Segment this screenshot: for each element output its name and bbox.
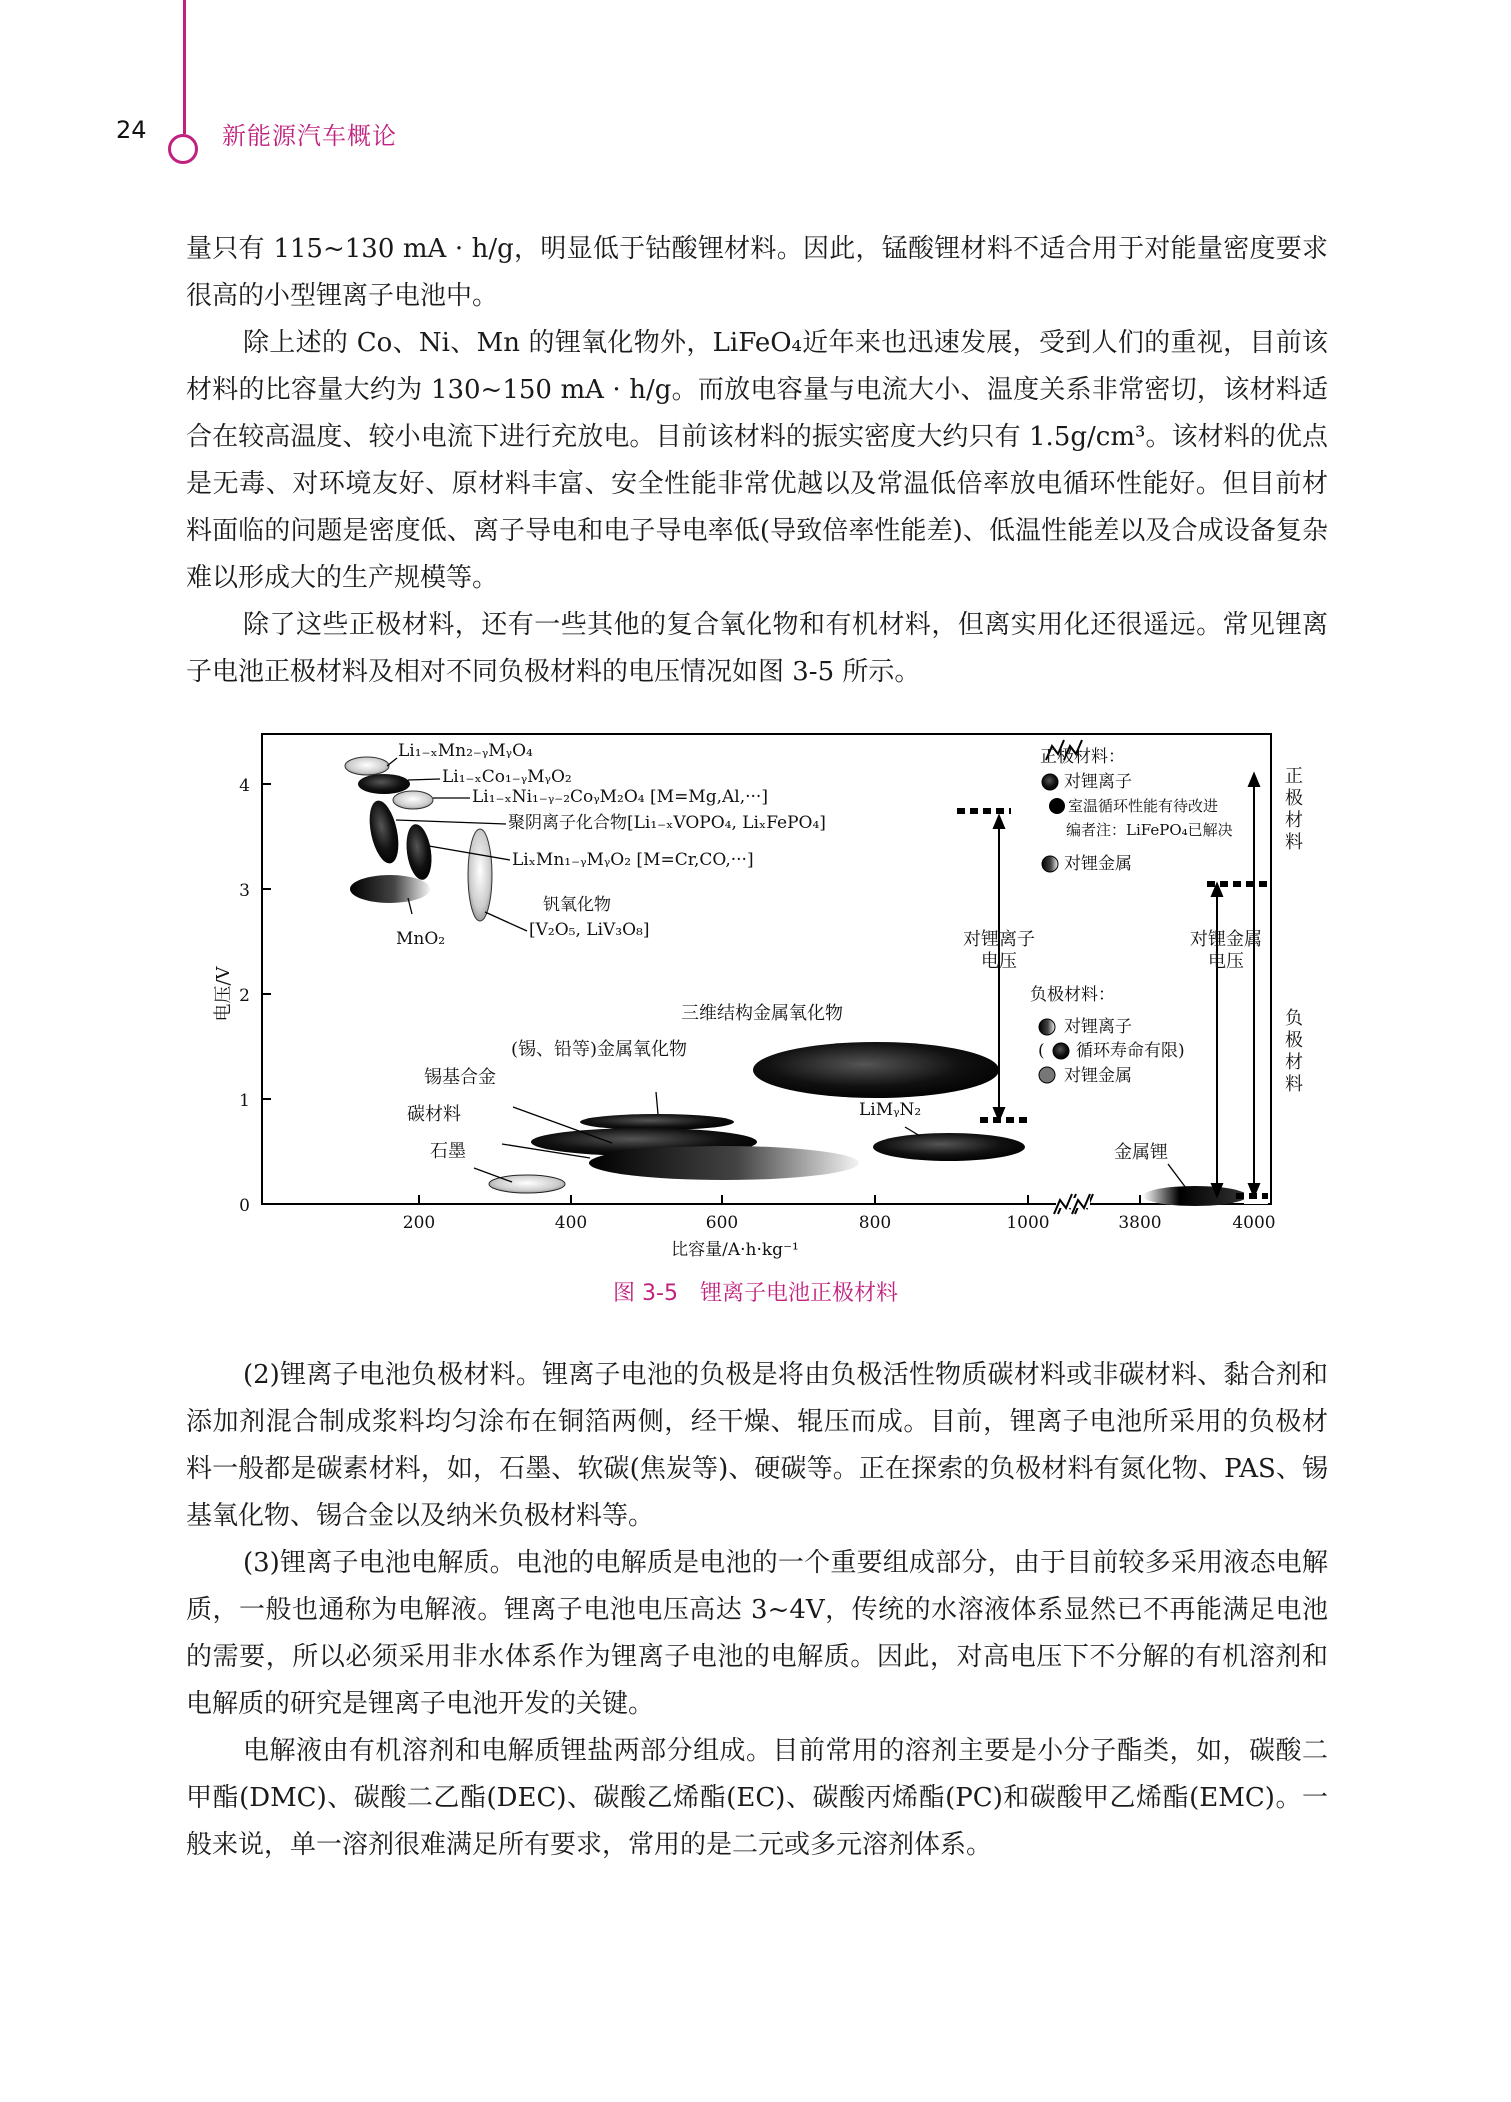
legend-anode-li-metal-icon: [1039, 1067, 1055, 1083]
side-label-cathode-1: 正: [1285, 766, 1303, 787]
paragraph: 除上述的 Co、Ni、Mn 的锂氧化物外，LiFeO₄近年来也迅速发展，受到人们的重视，目前该材料的比容量大约为 130~150 mA · h/g。而放电容量与电流大小、温度关系非常密切，该材料适合在较高温度、较小电流下进行充放电。目前该材料的振实密度大约只有 1.5g/cm³。该材料的优点是无毒、对环境友好、原材料丰富、安全性能非常优越以及常温低倍率放电循环性能好。但目前材料面临的问题是密度低、离子导电和电子导电率低(导致倍率性能差)、低温性能差以及合成设备复杂难以形成大的生产规模等。: [186, 328, 1328, 593]
side-label-cathode-3: 材: [1285, 810, 1303, 831]
side-label-anode-1: 负: [1285, 1008, 1303, 1029]
page-number: 24: [116, 116, 147, 144]
y-axis-label: 电压/V: [213, 966, 234, 1022]
label-li-metal-voltage-1: 对锂金属: [1190, 929, 1262, 950]
y-tick: [239, 776, 271, 796]
x-tick-label: 600: [705, 1213, 739, 1233]
label-limn2o4: Li₁₋ₓMn₂₋ᵧMᵧO₄: [398, 741, 533, 761]
figure-3-5-chart: [0, 722, 1511, 1282]
ellipse-licoo2: [358, 774, 410, 794]
ellipse-sn-pb-oxide: [580, 1114, 734, 1130]
y-tick-label: 4: [239, 776, 250, 796]
y-tick: [239, 1196, 271, 1216]
label-limn: LiMᵧN₂: [859, 1100, 922, 1120]
y-tick: [239, 881, 271, 901]
body-text-top: [186, 226, 1328, 696]
ellipse-limn: [873, 1133, 1025, 1161]
legend-cathode-cycle-icon: [1049, 798, 1065, 814]
legend-anode-cycle-icon: [1053, 1043, 1069, 1059]
legend-cathode-li-ion-icon: [1042, 774, 1058, 790]
label-limnm: LiₓMn₁₋ᵧMᵧO₂ [M=Cr,CO,···]: [512, 850, 754, 870]
legend-cathode-cycle: 室温循环性能有待改进: [1068, 797, 1219, 815]
x-tick: [555, 1195, 587, 1233]
ellipse-polyanion: [365, 798, 404, 866]
paragraph: 电解液由有机溶剂和电解质锂盐两部分组成。目前常用的溶剂主要是小分子酯类，如，碳酸二甲酯(DMC)、碳酸二乙酯(DEC)、碳酸乙烯酯(EC)、碳酸丙烯酯(PC)和碳酸甲乙烯酯(EMC)。一般来说，单一溶剂很难满足所有要求，常用的是二元或多元溶剂体系。: [186, 1736, 1328, 1860]
header-ring-ornament: [168, 134, 198, 164]
label-li-ion-voltage-2: 电压: [981, 951, 1017, 972]
ellipse-li-metal: [1143, 1186, 1247, 1206]
x-tick-label: 800: [858, 1213, 892, 1233]
legend-cathode-note: 编者注：LiFePO₄已解决: [1066, 821, 1233, 839]
label-lini: Li₁₋ₓNi₁₋ᵧ₋₂CoᵧM₂O₄ [M=Mg,Al,···]: [472, 787, 768, 807]
legend-cathode-li-metal-icon: [1042, 856, 1058, 872]
label-graphite: 石墨: [430, 1141, 466, 1162]
body-text-bottom: [186, 1352, 1328, 1869]
paragraph: (2)锂离子电池负极材料。锂离子电池的负极是将由负极活性物质碳材料或非碳材料、黏合剂和添加剂混合制成浆料均匀涂布在铜箔两侧，经干燥、辊压而成。目前，锂离子电池所采用的负极材料一般都是碳素材料，如，石墨、软碳(焦炭等)、硬碳等。正在探索的负极材料有氮化物、PAS、锡基氧化物、锡合金以及纳米负极材料等。: [186, 1360, 1328, 1531]
paragraph: 量只有 115~130 mA · h/g，明显低于钴酸锂材料。因此，锰酸锂材料不适合用于对能量密度要求很高的小型锂离子电池中。: [186, 234, 1328, 311]
x-tick: [859, 1195, 891, 1233]
y-tick-label: 1: [239, 1091, 250, 1111]
side-label-cathode-2: 极: [1285, 788, 1303, 809]
legend-anode-li-metal: 对锂金属: [1064, 1066, 1132, 1086]
legend-anode-cycle-paren: (: [1038, 1041, 1045, 1061]
ellipse-limn2o4: [345, 757, 389, 775]
x-tick-label: 200: [402, 1213, 436, 1233]
legend-cathode-title: 正极材料：: [1040, 747, 1125, 767]
side-label-anode-3: 材: [1285, 1052, 1303, 1073]
x-tick-label: 400: [554, 1213, 588, 1233]
label-vanadium-2: [V₂O₅, LiV₃O₈]: [529, 920, 650, 940]
x-tick-label: 4000: [1232, 1213, 1276, 1233]
label-mno2: MnO₂: [396, 929, 446, 949]
legend-anode-cycle: 循环寿命有限): [1076, 1041, 1185, 1061]
paragraph: (3)锂离子电池电解质。电池的电解质是电池的一个重要组成部分，由于目前较多采用液态电解质，一般也通称为电解液。锂离子电池电压高达 3~4V，传统的水溶液体系显然已不再能满足电池的需要，所以必须采用非水体系作为锂离子电池的电解质。因此，对高电压下不分解的有机溶剂和电解质的研究是锂离子电池开发的关键。: [186, 1548, 1328, 1719]
ellipse-lini: [393, 791, 433, 809]
ellipse-3d-oxide: [753, 1042, 999, 1098]
x-axis-label: 比容量/A·h·kg⁻¹: [671, 1240, 799, 1260]
side-label-cathode-4: 料: [1285, 832, 1303, 853]
legend-anode-li-ion-icon: [1039, 1019, 1055, 1035]
paragraph: 除了这些正极材料，还有一些其他的复合氧化物和有机材料，但离实用化还很遥远。常见锂离子电池正极材料及相对不同负极材料的电压情况如图 3-5 所示。: [186, 610, 1328, 687]
label-3d-oxide: 三维结构金属氧化物: [681, 1003, 843, 1024]
legend-anode-li-ion: 对锂离子: [1064, 1017, 1132, 1037]
legend-anode-title: 负极材料：: [1030, 985, 1115, 1005]
y-tick-label: 2: [239, 986, 250, 1006]
x-tick-label: 3800: [1118, 1213, 1162, 1233]
x-tick: [706, 1195, 738, 1233]
label-licoo2: Li₁₋ₓCo₁₋ᵧMᵧO₂: [442, 767, 572, 787]
ellipse-limnm: [403, 823, 435, 882]
book-title: 新能源汽车概论: [222, 122, 397, 150]
side-label-anode-2: 极: [1285, 1030, 1303, 1051]
label-carbon: 碳材料: [407, 1104, 461, 1125]
ellipse-carbon: [589, 1146, 859, 1180]
label-li-ion-voltage-1: 对锂离子: [963, 929, 1035, 950]
side-label-anode-4: 料: [1285, 1074, 1303, 1095]
figure-caption: 图 3-5 锂离子电池正极材料: [613, 1281, 898, 1306]
y-tick-label: 0: [239, 1196, 250, 1216]
label-li-metal: 金属锂: [1114, 1142, 1168, 1163]
label-polyanion: 聚阴离子化合物[Li₁₋ₓVOPO₄, LiₓFePO₄]: [508, 813, 826, 833]
ellipse-mno2: [350, 875, 430, 903]
y-tick-label: 3: [239, 881, 250, 901]
legend-cathode-li-ion: 对锂离子: [1064, 772, 1132, 792]
label-sn-alloy: 锡基合金: [424, 1067, 496, 1088]
legend-cathode-li-metal: 对锂金属: [1064, 854, 1132, 874]
x-tick-label: 1000: [1006, 1213, 1050, 1233]
y-tick: [239, 986, 271, 1006]
x-tick: [403, 1195, 435, 1233]
label-sn-pb-oxide: (锡、铅等)金属氧化物: [511, 1039, 688, 1060]
y-tick: [239, 1091, 271, 1111]
label-vanadium-1: 钒氧化物: [543, 895, 611, 915]
x-tick: [1006, 1195, 1049, 1233]
label-li-metal-voltage-2: 电压: [1208, 951, 1244, 972]
ellipse-vanadium: [468, 829, 492, 921]
header-rule: [183, 0, 186, 134]
